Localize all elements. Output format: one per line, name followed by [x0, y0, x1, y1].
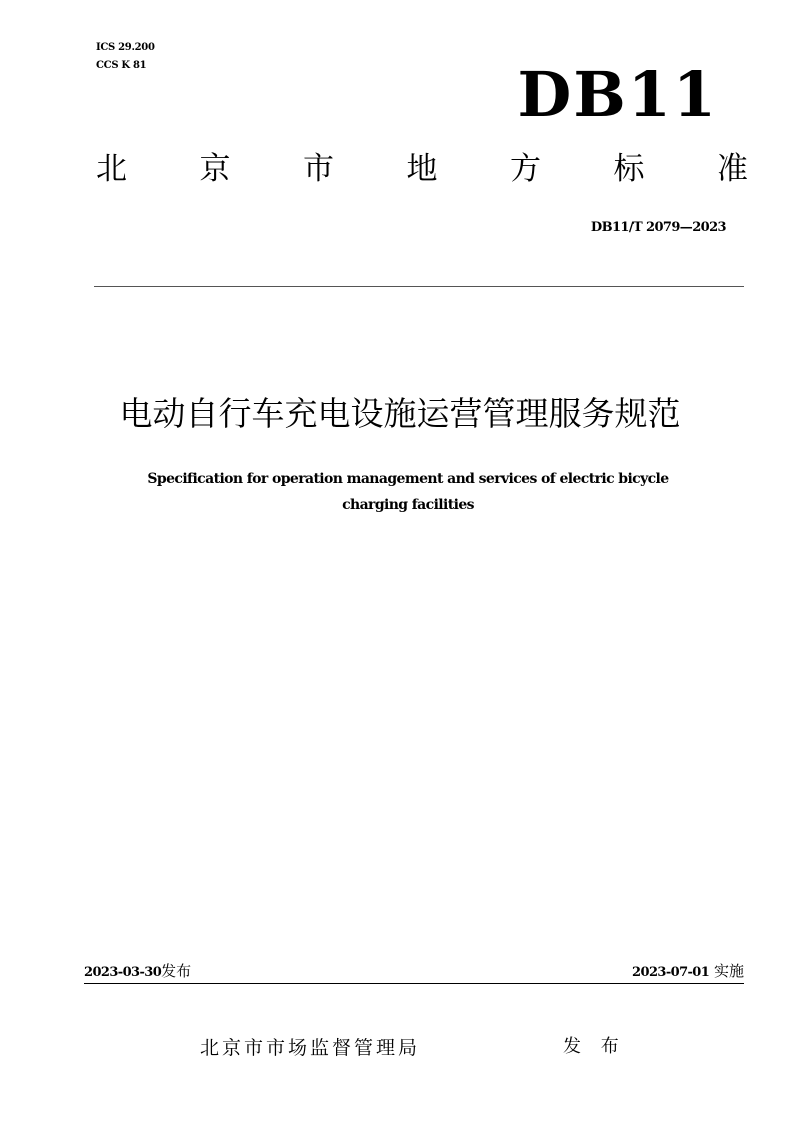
standard-type-char: 方 — [510, 151, 541, 187]
issue-word: 发 布 — [563, 1036, 626, 1057]
implement-date: 2023-07-01 — [632, 965, 710, 980]
ics-code: ICS 29.200 — [96, 42, 155, 53]
standard-type-char: 北 — [96, 151, 127, 187]
standard-type-char: 市 — [303, 151, 334, 187]
standard-type-char: 标 — [613, 151, 645, 187]
date-line — [84, 960, 744, 984]
standard-type-heading — [96, 151, 748, 187]
db-logo: DB11 — [517, 58, 718, 131]
issue-date: 2023-03-30 — [84, 965, 162, 980]
document-title-english — [70, 466, 746, 518]
issue-date-group — [84, 960, 191, 981]
issuing-authority: 北京市市场监督管理局 — [200, 1037, 421, 1059]
ccs-code: CCS K 81 — [96, 60, 147, 71]
english-title-line: Specification for operation management and services of electric bicycle — [147, 471, 669, 487]
standard-type-char: 京 — [199, 151, 231, 187]
standard-type-char: 地 — [406, 151, 438, 187]
issue-label: 发布 — [161, 962, 192, 980]
document-title-chinese: 电动自行车充电设施运营管理服务规范 — [119, 394, 681, 433]
implement-label: 实施 — [713, 962, 744, 980]
standard-number: DB11/T 2079—2023 — [590, 220, 726, 235]
english-title-line: charging facilities — [342, 497, 474, 513]
implement-date-group — [632, 960, 744, 981]
standard-type-char: 准 — [717, 151, 748, 187]
header-divider — [94, 286, 744, 287]
